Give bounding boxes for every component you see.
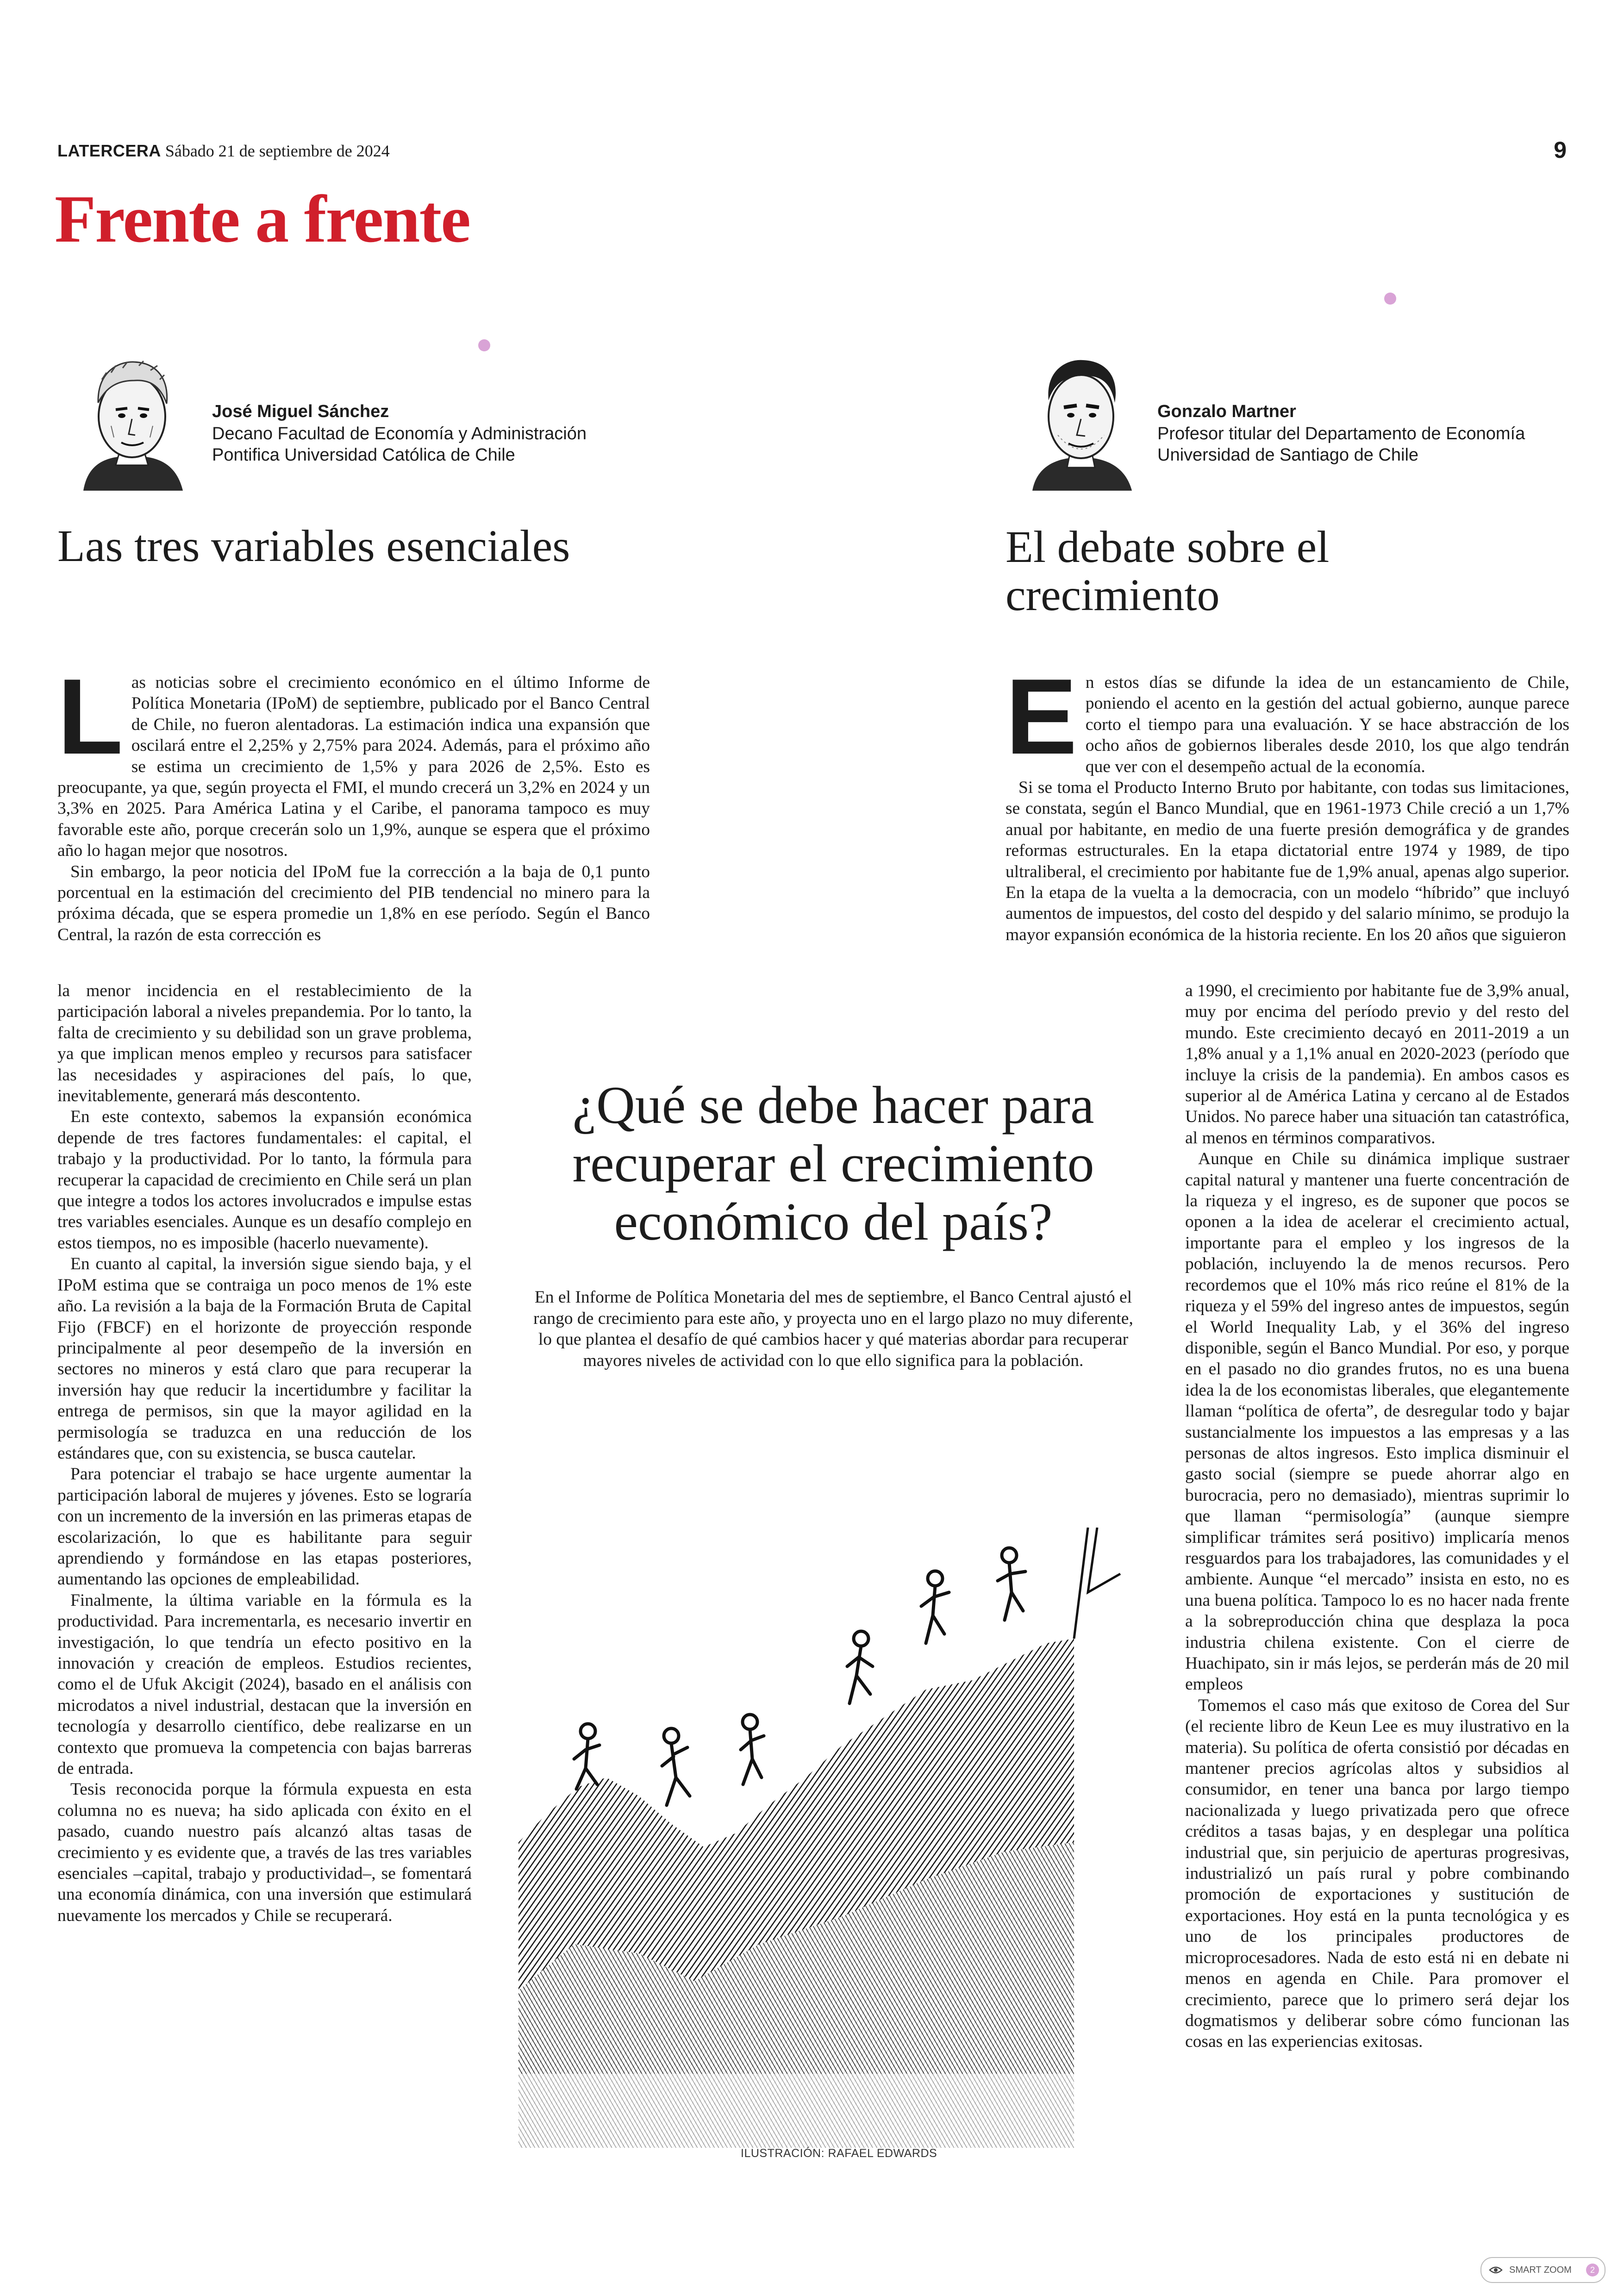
left-paragraph-7: Tesis reconocida porque la fórmula expuesta en esta columna no es nueva; ha sido aplicada con éxito en el pasado, cuando nuestro país alcanzó altas tasas de crecimiento y es evidente que, a través de las tres variables esenciales –capital, trabajo y productividad–, se fomentará una economía dinámica, con una inversión que estimulará nuevamente los mercados y Chile se recuperará. [57,1780,472,1925]
left-paragraph-4: En cuanto al capital, la inversión sigue siendo baja, y el IPoM estima que se contraiga un poco menos de 1% este año. La revisión a la baja de la Formación Bruta de Capital Fijo (FBCF) en el horizonte de proyección responde principalmente al peor desempeño de la inversión en sectores no mineros y está claro que para recuperar la inversión hay que reducir la incertidumbre y facilitar la entrega de permisos, sin que la mayor agilidad en la permisología se traduzca en una reducción de los estándares que, con su existencia, se busca cautelar. [57,1254,472,1463]
right-paragraph-1: n estos días se difunde la idea de un estancamiento de Chile, poniendo el acento en la gestión del actual gobierno, aunque parece corto el tiempo para una evaluación. Y se hace abstracción de los ocho años de gobiernos liberales desde 2010, los que algo tendrán que ver con el desempeño actual de la economía. [1085,673,1569,776]
author-role-right-line1: Profesor titular del Departamento de Economía [1157,424,1525,443]
bookmark-marker-icon[interactable] [1384,293,1396,305]
author-name-right: Gonzalo Martner [1157,402,1296,421]
eye-icon [1489,2265,1503,2275]
climbing-illustration [518,1528,1157,2148]
author-name-left: José Miguel Sánchez [212,402,389,421]
brand-name: LATERCERA [57,141,161,160]
right-article-body-top [1006,657,1569,945]
left-paragraph-3: En este contexto, sabemos la expansión económica depende de tres factores fundamentales: el capital, el trabajo y la productividad. Por lo tanto, la fórmula para recuperar la capacidad de crecimiento en Chile será un plan que integre a todos los actores involucrados e impulse estas tres variables esenciales. Aunque es un desafío complejo en estos tiempos, no es imposible (hacerlo nuevamente). [57,1107,472,1253]
right-paragraph-4: Tomemos el caso más que exitoso de Corea del Sur (el reciente libro de Keun Lee es muy ilustrativo en la materia). Su política de oferta consistió por décadas en mantener precios agrícolas altos y subsidios al consumidor, en tener una banca por largo tiempo nacionalizada y luego privatizada pero que ofrece créditos a tasas bajas, y en desplegar una política industrial que, sin perjuicio de aperturas progresivas, industrializó un país rural y pobre combinando promoción de exportaciones y sustitución de exportaciones. Hoy está en la punta tecnológica y es uno de los principales productores de microprocesadores. Nada de esto está ni en debate ni menos en agenda en Chile. Para promover el crecimiento, parece que lo primero será dejar los dogmatismos y deliberar sobre cómo funcionan las cosas en las experiencias exitosas. [1185,1696,1569,2052]
author-role-right-line2: Universidad de Santiago de Chile [1157,445,1419,465]
bookmark-marker-icon[interactable] [478,339,490,351]
right-paragraph-3: Aunque en Chile su dinámica implique sustraer capital natural y mantener una fuerte concentración de la riqueza y el ingreso, es de suponer que pocos se oponen a la idea de acelerar el crecimiento actual, importante para el empleo y los ingresos de la población, incluyendo la de menos recursos. Pero recordemos que el 10% más rico reúne el 81% de la riqueza y el 59% del ingreso antes de impuestos, según el World Inequality Lab, y el 36% del ingreso disponible, según el Banco Mundial. Por eso, y porque en el pasado no dio grandes frutos, no es una buena idea la de los economistas liberales, que elegantemente llaman “política de oferta”, de desregular todo y bajar sustancialmente los impuestos a las empresas y a las personas de altos ingresos. Esto implica disminuir el gasto social (siempre se puede ahorrar algo en burocracia, pero no demasiado), mientras suprimir lo que llaman “permisología” (aunque siempre simplificar trámites será positivo) implicaría menos resguardos para los trabajadores, las comunidades y el ambiente. Aunque “el mercado” insista en esto, no es una buena política. Tampoco lo es no hacer nada frente a la sobreproducción china que desplaza la poca industria chilena existente. Con el cierre de Huachipato, sin ir más lejos, se perderán más de 20 mil empleos [1185,1149,1569,1694]
author-role-right [1157,423,1525,466]
drop-cap-E: E [1006,657,1077,777]
left-paragraph-5: Para potenciar el trabajo se hace urgente aumentar la participación laboral de mujeres y jóvenes. Esto se lograría con un incremento de la inversión en las primeras etapas de escolarización, lo que es habilitante para seguir aprendiendo y formándose en las etapas posteriores, aumentando las opciones de empleabilidad. [57,1465,472,1589]
right-article-body-column [1185,980,1569,2052]
section-title: Frente a frente [55,181,470,256]
smart-zoom-badge: 2 [1586,2264,1599,2276]
drop-cap-L: L [57,657,123,777]
right-paragraph-2a: Si se toma el Producto Interno Bruto por habitante, con todas sus limitaciones, se constata, según el Banco Mundial, que en 1961-1973 Chile creció a un 1,7% anual por habitante, en medio de una fuerte presión demográfica y de grandes reformas estructurales. En la etapa dictatorial entre 1974 y 1989, de tipo ultraliberal, el crecimiento por habitante fue de 1,9% anual, apenas algo superior. En la etapa de la vuelta a la democracia, con un modelo “híbrido” que incluyó aumentos de impuestos, del costo del despido y del salario mínimo, se produjo la mayor expansión económica de la historia reciente. En los 20 años que siguieron [1006,778,1569,944]
right-paragraph-2b: a 1990, el crecimiento por habitante fue de 3,9% anual, muy por encima del período previo y del resto del mundo. Este crecimiento decayó en 2011-2019 a un 1,8% anual y a 1,1% anual en 2020-2023 (período que incluye la crisis de la pandemia). En ambos casos es superior al de América Latina y cercano al de Estados Unidos. No parece haber una situación tan catastrófica, al menos en términos comparativos. [1185,981,1569,1148]
author-role-left [212,423,587,466]
debate-intro: En el Informe de Política Monetaria del mes de septiembre, el Banco Central ajustó el rango de crecimiento para este año, y proyecta uno en el largo plazo no muy diferente, lo que plantea el desafío de qué cambios hacer y qué materias abordar para recuperar mayores niveles de actividad con lo que ello significa para la población. [533,1288,1133,1370]
author-role-left-line1: Decano Facultad de Economía y Administración [212,424,587,443]
page-number: 9 [1554,137,1567,163]
left-article-body-column [57,980,472,1926]
smart-zoom-label: SMART ZOOM [1509,2264,1572,2275]
edition-date: Sábado 21 de septiembre de 2024 [165,142,390,160]
left-paragraph-1: as noticias sobre el crecimiento económico en el último Informe de Política Monetaria (IPoM) de septiembre, publicado por el Banco Central de Chile, no fueron alentadoras. La estimación indica una expansión que oscilará entre el 2,25% y 2,75% para 2024. Además, para el próximo año se estima un crecimiento de 1,5% y para 2026 de 2,5%. Esto es preocupante, ya que, según proyecta el FMI, el mundo crecerá un 3,2% en 2024 y un 3,3% en 2025. Para América Latina y el Caribe, el panorama tampoco es muy favorable este año, porque crecerán solo un 1,9%, aunque se espera que el próximo año lo hagan mejor que nosotros. [57,673,650,861]
author-portrait-right [1018,352,1143,491]
author-role-left-line2: Pontifica Universidad Católica de Chile [212,445,515,465]
masthead [57,141,390,161]
smart-zoom-button[interactable] [1480,2257,1605,2283]
debate-question: ¿Qué se debe hacer para recuperar el crecimiento económico del país? [572,1076,1094,1252]
left-article-body-top [57,657,650,945]
left-paragraph-2a: Sin embargo, la peor noticia del IPoM fue la corrección a la baja de 0,1 punto porcentual en la estimación del crecimiento del PIB tendencial no minero para la próxima década, que se espera promedie un 1,8% en ese período. Según el Banco Central, la razón de esta corrección es [57,862,650,944]
illustration-credit: ILUSTRACIÓN: RAFAEL EDWARDS [741,2147,937,2160]
left-paragraph-2b: la menor incidencia en el restablecimiento de la participación laboral a niveles prepandemia. Por lo tanto, la falta de crecimiento y su debilidad son un grave problema, ya que implican menos empleo y recursos para satisfacer las necesidades y aspiraciones del país, lo que, inevitablemente, generará más descontento. [57,981,472,1106]
author-portrait-left [69,352,194,491]
right-article-title: El debate sobre el crecimiento [1006,522,1330,620]
left-article-title: Las tres variables esenciales [57,521,570,571]
left-paragraph-6: Finalmente, la última variable en la fórmula es la productividad. Para incrementarla, es necesario invertir en investigación, lo que tendría un efecto positivo en la innovación y creación de empleos. Estudios recientes, como el de Ufuk Akcigit (2024), basado en el análisis con microdatos a nivel industrial, destacan que la inversión en tecnología y desarrollo científico, debe realizarse en un contexto que promueva la competencia con bajas barreras de entrada. [57,1590,472,1778]
